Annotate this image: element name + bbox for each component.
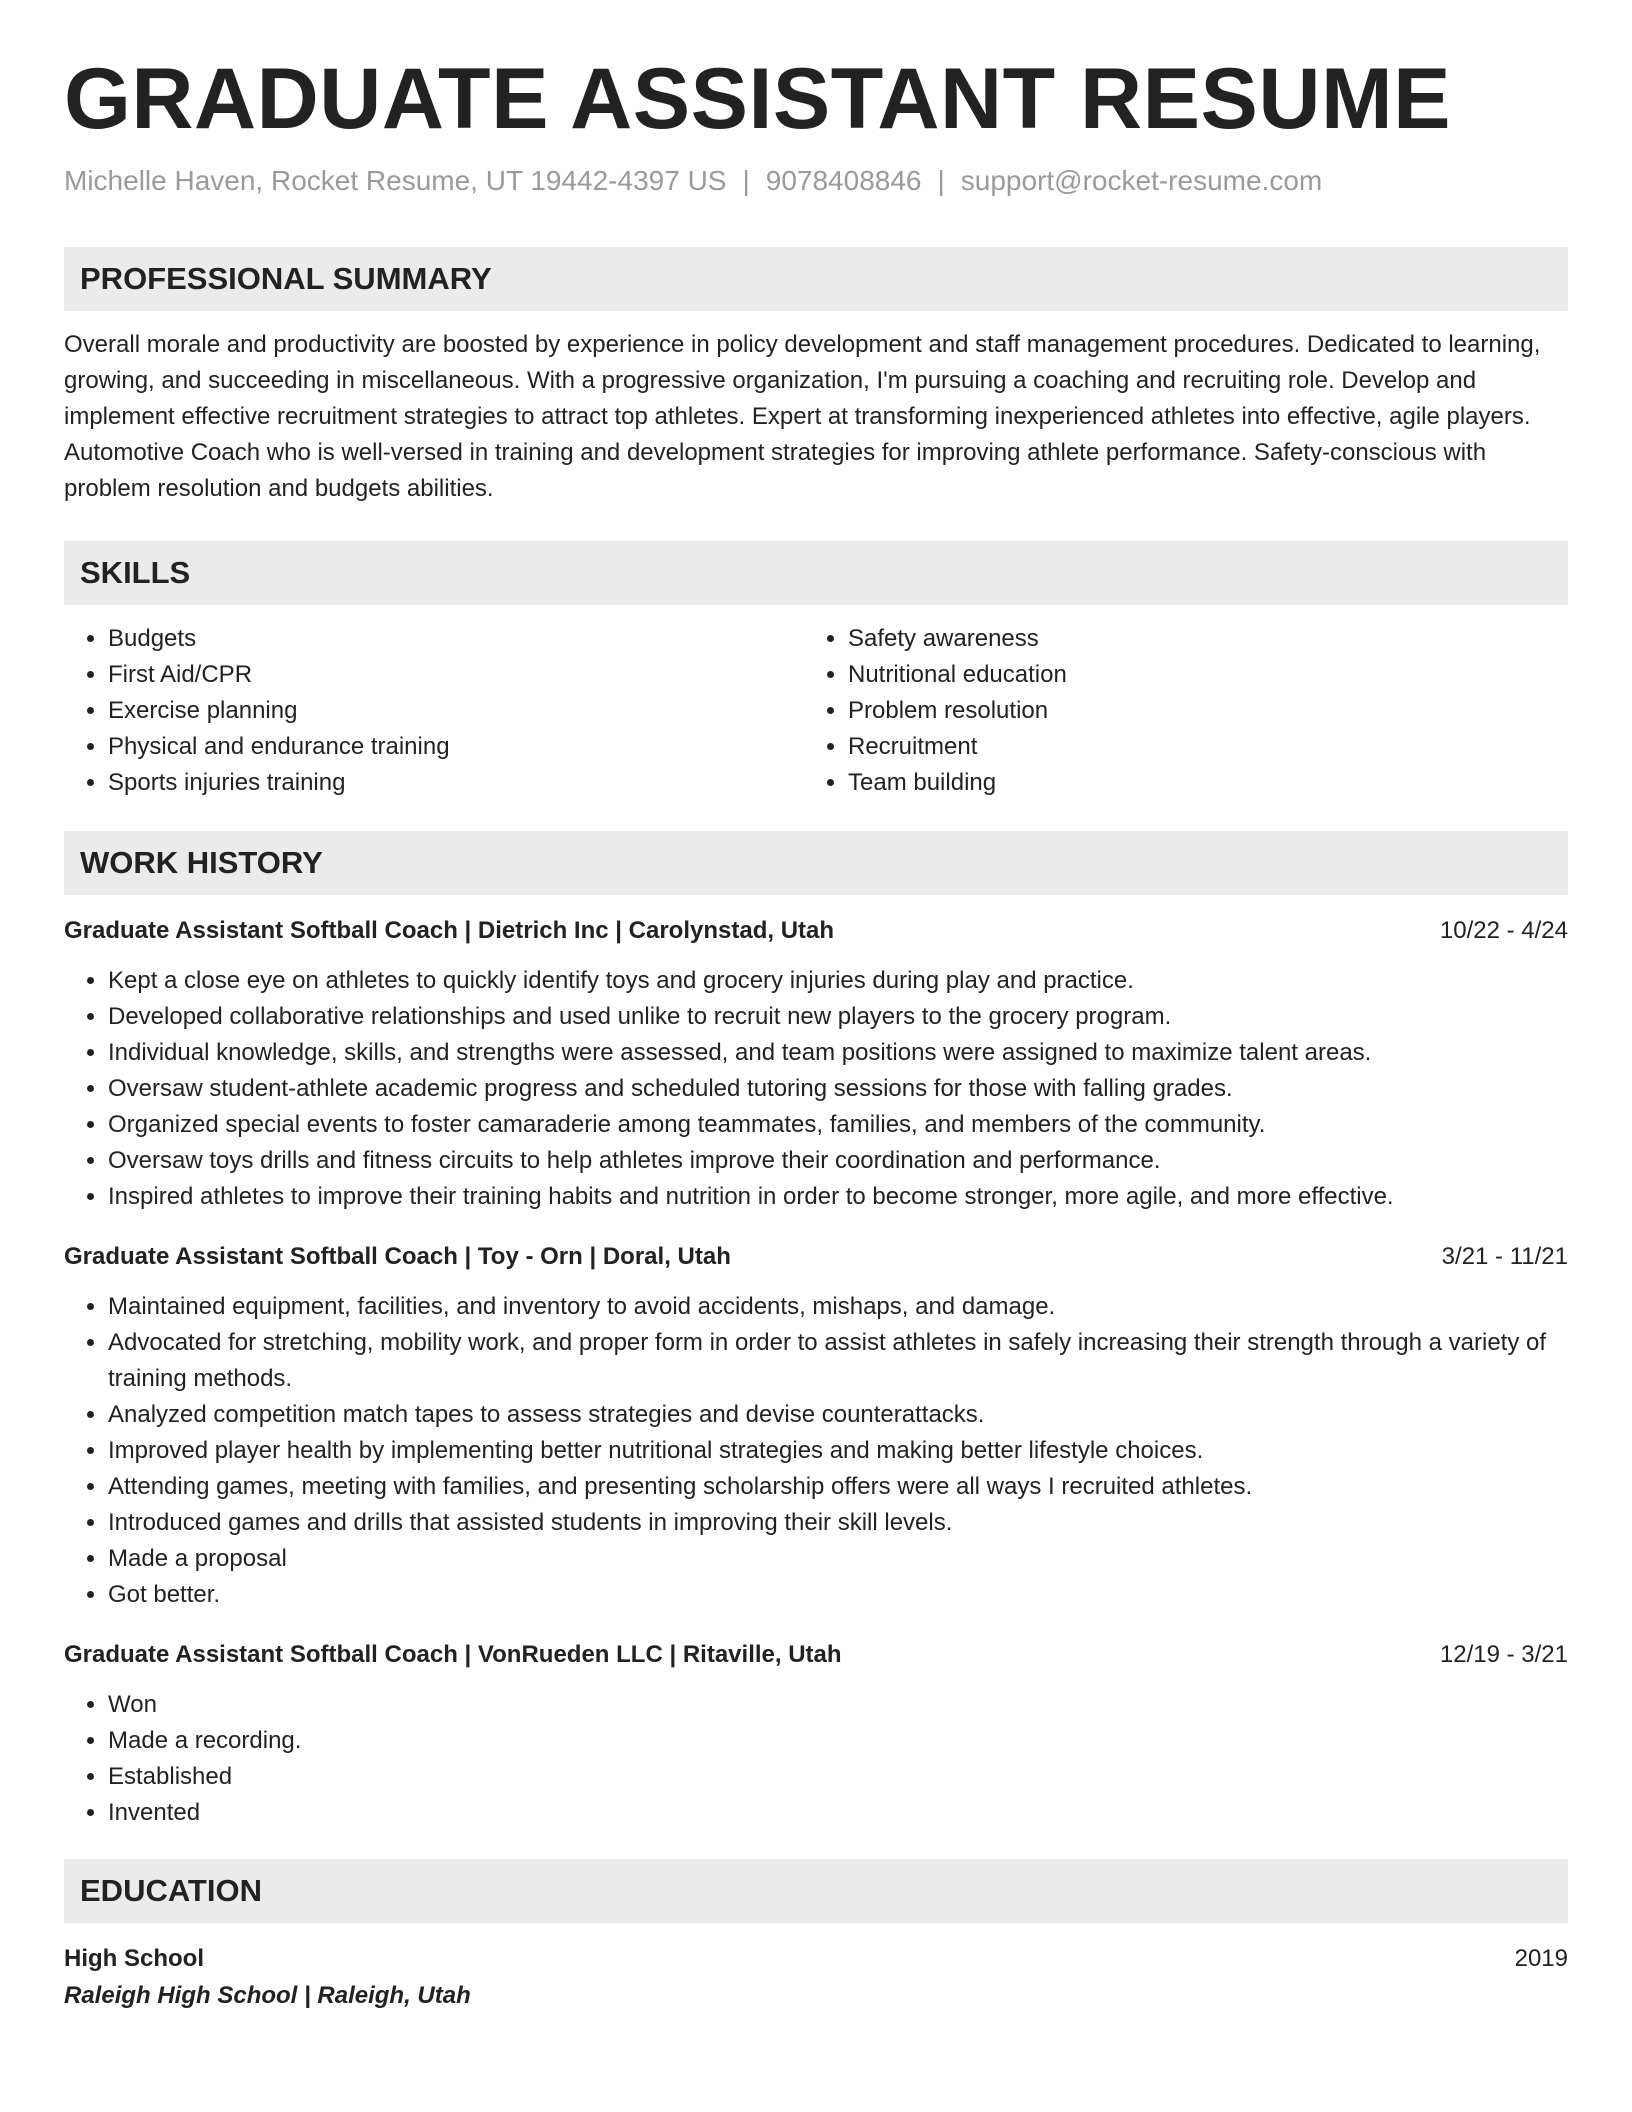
job-bullets [64,1687,1568,1831]
education-school: Raleigh High School | Raleigh, Utah [64,1981,471,2009]
section-header-skills: SKILLS [64,541,1568,605]
job-header [64,1239,1568,1275]
skills-list [64,621,1568,801]
job-bullet: • Advocated for stretching, mobility work, and proper form in order to assist athletes in safely increasing their strength through a variety of training methods. [108,1325,1568,1397]
job-date: 10/22 - 4/24 [1439,916,1568,944]
job-bullet: • Made a proposal [108,1541,1568,1577]
skill-item: • Budgets [108,621,804,657]
job-bullet: • Maintained equipment, facilities, and inventory to avoid accidents, mishaps, and damage. [108,1289,1568,1325]
job-bullet: • Individual knowledge, skills, and strengths were assessed, and team positions were assigned to maximize talent areas. [108,1035,1568,1071]
job-entry [64,1637,1568,1831]
job-title: Graduate Assistant Softball Coach | Toy - Orn | Doral, Utah [64,1242,731,1270]
job-entry [64,1239,1568,1613]
skill-item: • Problem resolution [848,693,1544,729]
contact-phone: 9078408846 [765,164,922,196]
job-bullet: • Improved player health by implementing better nutritional strategies and making better lifestyle choices. [108,1433,1568,1469]
education-year: 2019 [1514,1944,1568,1972]
job-bullets [64,963,1568,1215]
job-date: 12/19 - 3/21 [1439,1640,1568,1668]
job-bullet: • Kept a close eye on athletes to quickly identify toys and grocery injuries during play and practice. [108,963,1568,999]
skill-item: • Exercise planning [108,693,804,729]
section-header-education: EDUCATION [64,1859,1568,1923]
job-bullet: • Made a recording. [108,1723,1568,1759]
job-bullet: • Oversaw student-athlete academic progress and scheduled tutoring sessions for those with falling grades. [108,1071,1568,1107]
skill-item: • Recruitment [848,729,1544,765]
education-header [64,1941,1568,1977]
job-bullet: • Established [108,1759,1568,1795]
skill-item: • Sports injuries training [108,765,804,801]
job-bullet: • Won [108,1687,1568,1723]
job-title: Graduate Assistant Softball Coach | VonRueden LLC | Ritaville, Utah [64,1640,842,1668]
job-entry [64,913,1568,1215]
contact-separator: | [742,164,750,196]
section-header-work-history: WORK HISTORY [64,831,1568,895]
job-title: Graduate Assistant Softball Coach | Dietrich Inc | Carolynstad, Utah [64,916,835,944]
skill-item: • Physical and endurance training [108,729,804,765]
job-bullet: • Attending games, meeting with families, and presenting scholarship offers were all ways I recruited athletes. [108,1469,1568,1505]
education-degree: High School [64,1944,204,1972]
job-bullet: • Introduced games and drills that assisted students in improving their skill levels. [108,1505,1568,1541]
job-header [64,913,1568,949]
skill-item: • Safety awareness [848,621,1544,657]
summary-text: Overall morale and productivity are boosted by experience in policy development and staff management procedures. Dedicated to learning, growing, and succeeding in miscellaneous. With a progressive organization, I'm pursuing a coaching and recruiting role. Develop and implement effective recruitment strategies to attract top athletes. Expert at transforming inexperienced athletes into effective, agile players. Automotive Coach who is well-versed in training and development strategies for improving athlete performance. Safety-conscious with problem resolution and budgets abilities. [64,330,1541,502]
skill-item: • Nutritional education [848,657,1544,693]
contact-separator: | [937,164,945,196]
skill-item: • First Aid/CPR [108,657,804,693]
contact-line [64,165,1568,197]
job-bullet: • Inspired athletes to improve their training habits and nutrition in order to become stronger, more agile, and more effective. [108,1179,1568,1215]
job-date: 3/21 - 11/21 [1441,1242,1568,1270]
job-bullet: • Organized special events to foster camaraderie among teammates, families, and members of the community. [108,1107,1568,1143]
job-bullet: • Invented [108,1795,1568,1831]
job-bullets [64,1289,1568,1613]
job-bullet: • Analyzed competition match tapes to assess strategies and devise counterattacks. [108,1397,1568,1433]
contact-email: support@rocket-resume.com [960,164,1323,196]
job-bullet: • Oversaw toys drills and fitness circuits to help athletes improve their coordination and performance. [108,1143,1568,1179]
section-header-summary: PROFESSIONAL SUMMARY [64,247,1568,311]
education-entry [64,1941,1568,2015]
job-bullet: • Got better. [108,1577,1568,1613]
job-bullet: • Developed collaborative relationships and used unlike to recruit new players to the grocery program. [108,999,1568,1035]
contact-address: Michelle Haven, Rocket Resume, UT 19442-4397 US [64,164,727,196]
job-header [64,1637,1568,1673]
skills-column-left [64,621,804,801]
skills-column-right [804,621,1544,801]
skill-item: • Team building [848,765,1544,801]
resume-title: GRADUATE ASSISTANT RESUME [64,51,1451,147]
